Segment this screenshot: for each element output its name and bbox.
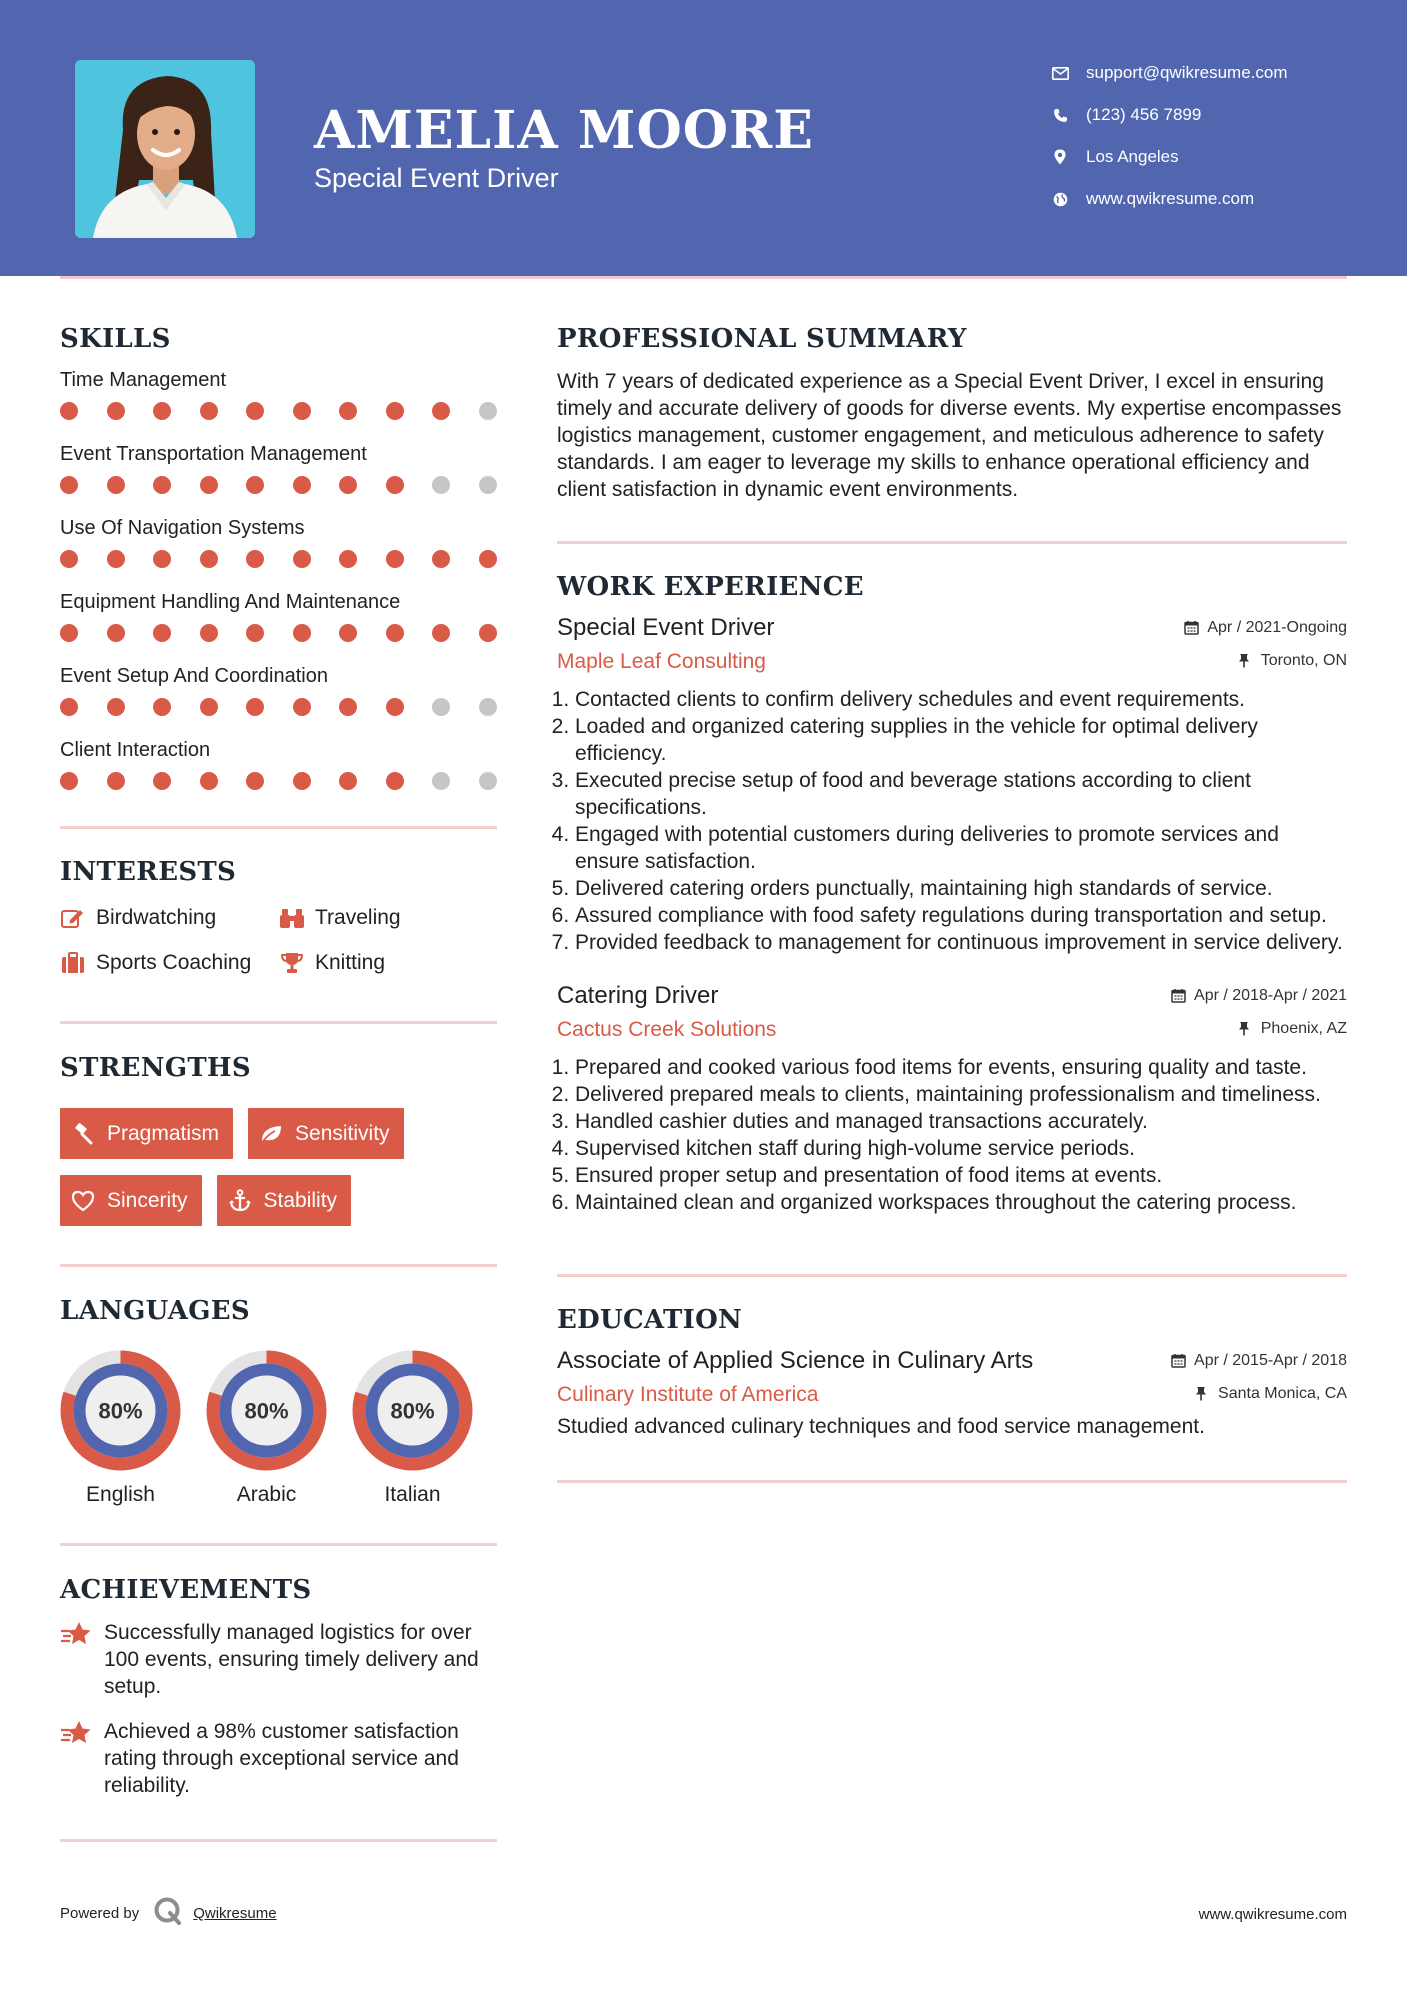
language-item [352,1350,473,1507]
interest-label: Birdwatching [96,906,217,929]
rating-dot-filled [339,402,357,420]
rating-dot-filled [293,476,311,494]
map-pin-icon [1050,147,1070,167]
strength-tag [248,1108,404,1159]
language-percent: 80% [244,1398,289,1424]
rating-dot-filled [107,698,125,716]
job-role: Special Event Driver [557,614,775,641]
achievement-item [60,1718,497,1799]
rating-dot-filled [246,772,264,790]
rating-dot-filled [432,402,450,420]
job-point: 1. Contacted clients to confirm delivery schedules and event requirements. [575,686,1347,713]
rating-dot-filled [293,772,311,790]
skill-rating [60,476,497,514]
rating-dot-filled [339,772,357,790]
rating-dot-filled [60,402,78,420]
skill-name: Equipment Handling And Maintenance [60,591,401,613]
rating-dot-filled [246,476,264,494]
rating-dot-filled [293,698,311,716]
job-location [1238,1020,1347,1038]
globe-icon [1050,189,1070,209]
rating-dot-filled [107,550,125,568]
interests-heading: INTERESTS [60,857,237,887]
pushpin-icon [1238,1021,1254,1037]
job-point: 2. Loaded and organized catering supplies in the vehicle for optimal delivery efficiency. [575,713,1347,767]
education-school: Culinary Institute of America [557,1383,819,1406]
interest-item [279,903,497,933]
calendar-icon [1171,988,1187,1004]
job-location [1238,652,1347,670]
achievements-heading: ACHIEVEMENTS [60,1575,312,1605]
footer-powered-by [60,1896,277,1931]
rating-dot-filled [200,402,218,420]
summary-heading: PROFESSIONAL SUMMARY [557,324,967,354]
rating-dot-filled [246,550,264,568]
briefcase-icon [60,950,86,976]
languages-list [60,1350,497,1507]
rating-dot-filled [153,402,171,420]
binoculars-icon [279,905,305,931]
job-entry [557,982,1347,1216]
interest-item [279,948,497,978]
profile-photo [75,60,255,238]
education-dates [1171,1352,1347,1370]
contact-location [1050,136,1288,178]
rating-dot-filled [60,550,78,568]
rating-dot-filled [246,402,264,420]
skill-item [60,440,497,514]
heart-icon [71,1189,95,1213]
candidate-title: Special Event Driver [314,163,559,193]
rating-dot-filled [432,550,450,568]
skill-name: Event Setup And Coordination [60,665,328,687]
education-location-text: Santa Monica, CA [1218,1384,1347,1402]
rating-dot-filled [60,772,78,790]
skills-list [60,366,497,810]
job-point: 5. Delivered catering orders punctually, maintaining high standards of service. [575,875,1347,902]
language-percent: 80% [98,1398,143,1424]
skill-item [60,514,497,588]
achievement-text: Achieved a 98% customer satisfaction rating through exceptional service and reliability. [104,1720,459,1797]
strength-label: Sensitivity [295,1121,390,1145]
strength-label: Stability [263,1188,338,1212]
rating-dot-filled [293,402,311,420]
experience-heading: WORK EXPERIENCE [557,572,864,602]
job-point: 4. Supervised kitchen staff during high-volume service periods. [575,1135,1347,1162]
strengths-heading: STRENGTHS [60,1053,251,1083]
skill-item [60,662,497,736]
rating-dot-filled [107,624,125,642]
rating-dot-filled [200,698,218,716]
rating-dot-filled [107,476,125,494]
interests-section [60,829,497,978]
achievements-section [60,1546,497,1799]
trophy-icon [279,950,305,976]
strength-tag [60,1175,202,1226]
rating-dot-filled [432,624,450,642]
anchor-icon [228,1189,252,1213]
rating-dot-filled [246,698,264,716]
rating-dot-filled [200,772,218,790]
qwikresume-link[interactable]: Qwikresume [193,1905,277,1922]
skill-rating [60,402,497,440]
pushpin-icon [1238,653,1254,669]
job-dates [1171,987,1347,1005]
strength-label: Sincerity [107,1188,188,1212]
summary-section [557,300,1347,503]
rating-dot-filled [386,550,404,568]
rating-dot-filled [200,476,218,494]
powered-by-text: Powered by [60,1905,140,1922]
job-role: Catering Driver [557,982,719,1009]
job-location-text: Toronto, ON [1260,651,1347,669]
header-divider [60,276,1347,279]
rating-dot-filled [107,772,125,790]
rating-dot-filled [339,698,357,716]
contact-website-text[interactable]: www.qwikresume.com [1086,189,1255,208]
rating-dot-filled [246,624,264,642]
footer-website[interactable]: www.qwikresume.com [1198,1906,1347,1923]
rating-dot-filled [107,402,125,420]
rating-dot-filled [339,624,357,642]
skill-rating [60,624,497,662]
rating-dot-filled [60,476,78,494]
contact-email[interactable] [1050,52,1288,94]
job-company: Maple Leaf Consulting [557,650,766,673]
education-dates-text: Apr / 2015-Apr / 2018 [1194,1351,1347,1369]
strength-label: Pragmatism [107,1121,220,1145]
skill-rating [60,772,497,810]
pushpin-icon [1195,1386,1211,1402]
calendar-icon [1184,620,1200,636]
section-divider [60,1839,497,1842]
skill-name: Client Interaction [60,739,211,761]
job-point: 6. Assured compliance with food safety regulations during transportation and setup. [575,902,1347,929]
star-badge-icon [60,1619,92,1651]
rating-dot-filled [293,550,311,568]
phone-icon [1050,105,1070,125]
skills-heading: SKILLS [60,324,171,354]
education-degree: Associate of Applied Science in Culinary Arts [557,1347,1034,1374]
job-point: 2. Delivered prepared meals to clients, maintaining professionalism and timeliness. [575,1081,1347,1108]
summary-text: With 7 years of dedicated experience as a Special Event Driver, I excel in ensuring timely and accurate delivery of goods for diverse events. My expertise encompasses logistics management, customer engagement, and meticulous adherence to safety standards. I am eager to leverage my skills to enhance operational efficiency and client satisfaction in dynamic event environments. [557,370,1342,501]
language-name: English [86,1483,155,1506]
job-point: 6. Maintained clean and organized workspaces throughout the catering process. [575,1189,1347,1216]
rating-dot-filled [386,402,404,420]
job-company: Cactus Creek Solutions [557,1018,777,1041]
rating-dot-filled [153,550,171,568]
rating-dot-filled [153,476,171,494]
rating-dot-filled [200,550,218,568]
job-points [557,1054,1347,1216]
interest-item [60,903,279,933]
rating-dot-filled [386,772,404,790]
rating-dot-filled [386,476,404,494]
rating-dot-filled [479,550,497,568]
left-column [60,300,497,1842]
language-name: Italian [384,1483,441,1506]
rating-dot-empty [432,476,450,494]
languages-heading: LANGUAGES [60,1296,250,1326]
strengths-list [60,1108,497,1226]
experience-section [557,544,1347,1216]
skill-item [60,736,497,810]
job-dates [1184,619,1347,637]
rating-dot-filled [386,624,404,642]
interest-item [60,948,279,978]
pencil-square-icon [60,905,86,931]
envelope-icon [1050,63,1070,83]
strength-tag [217,1175,352,1226]
education-section [557,1277,1347,1440]
skills-section [60,300,497,810]
language-name: Arabic [236,1483,297,1506]
strengths-section [60,1024,497,1226]
achievement-text: Successfully managed logistics for over 100 events, ensuring timely delivery and setup. [104,1621,479,1698]
job-point: 3. Handled cashier duties and managed transactions accurately. [575,1108,1347,1135]
contact-phone[interactable] [1050,94,1288,136]
job-point: 3. Executed precise setup of food and beverage stations according to client specifications. [575,767,1347,821]
rating-dot-empty [432,698,450,716]
interest-label: Sports Coaching [96,951,252,974]
contact-phone-text[interactable]: (123) 456 7899 [1086,105,1202,124]
job-dates-text: Apr / 2021-Ongoing [1207,618,1347,636]
candidate-name: AMELIA MOORE [314,100,814,161]
gavel-icon [71,1122,95,1146]
strength-tag [60,1108,233,1159]
achievement-item [60,1619,497,1700]
education-heading: EDUCATION [557,1305,743,1335]
leaf-icon [259,1122,283,1146]
right-column [557,300,1347,1483]
job-dates-text: Apr / 2018-Apr / 2021 [1194,986,1347,1004]
job-point: 5. Ensured proper setup and presentation of food items at events. [575,1162,1347,1189]
language-donut [352,1350,473,1471]
job-point: 1. Prepared and cooked various food items for events, ensuring quality and taste. [575,1054,1347,1081]
rating-dot-filled [479,624,497,642]
rating-dot-empty [479,772,497,790]
contact-email-text[interactable]: support@qwikresume.com [1086,63,1288,82]
language-item [206,1350,327,1507]
profile-photo-image [75,60,255,238]
job-location-text: Phoenix, AZ [1260,1019,1347,1037]
education-entry [557,1347,1347,1440]
rating-dot-filled [386,698,404,716]
rating-dot-filled [153,772,171,790]
job-point: 7. Provided feedback to management for continuous improvement in service delivery. [575,929,1347,956]
rating-dot-filled [339,550,357,568]
skill-rating [60,698,497,736]
rating-dot-filled [153,624,171,642]
rating-dot-empty [432,772,450,790]
rating-dot-filled [293,624,311,642]
rating-dot-empty [479,476,497,494]
skill-name: Event Transportation Management [60,443,367,465]
education-location [1195,1385,1347,1403]
rating-dot-empty [479,698,497,716]
education-description: Studied advanced culinary techniques and food service management. [557,1415,1205,1438]
language-item [60,1350,181,1507]
skill-rating [60,550,497,588]
language-donut [60,1350,181,1471]
rating-dot-filled [200,624,218,642]
rating-dot-empty [479,402,497,420]
skill-name: Time Management [60,369,226,391]
languages-section [60,1267,497,1507]
rating-dot-filled [339,476,357,494]
qwikresume-logo-icon [153,1896,183,1931]
job-point: 4. Engaged with potential customers during deliveries to promote services and ensure satisfaction. [575,821,1347,875]
language-percent: 80% [390,1398,435,1424]
skill-name: Use Of Navigation Systems [60,517,305,539]
skill-item [60,366,497,440]
contact-location-text: Los Angeles [1086,147,1179,166]
contact-list [1050,52,1288,220]
rating-dot-filled [153,698,171,716]
skill-item [60,588,497,662]
star-badge-icon [60,1718,92,1750]
rating-dot-filled [60,698,78,716]
interests-list [60,903,497,978]
interest-label: Knitting [315,951,386,974]
section-divider [557,1480,1347,1483]
contact-website[interactable] [1050,178,1288,220]
interest-label: Traveling [315,906,401,929]
job-points [557,686,1347,956]
rating-dot-filled [60,624,78,642]
language-donut [206,1350,327,1471]
resume-header [0,0,1407,276]
job-entry [557,614,1347,956]
calendar-icon [1171,1353,1187,1369]
